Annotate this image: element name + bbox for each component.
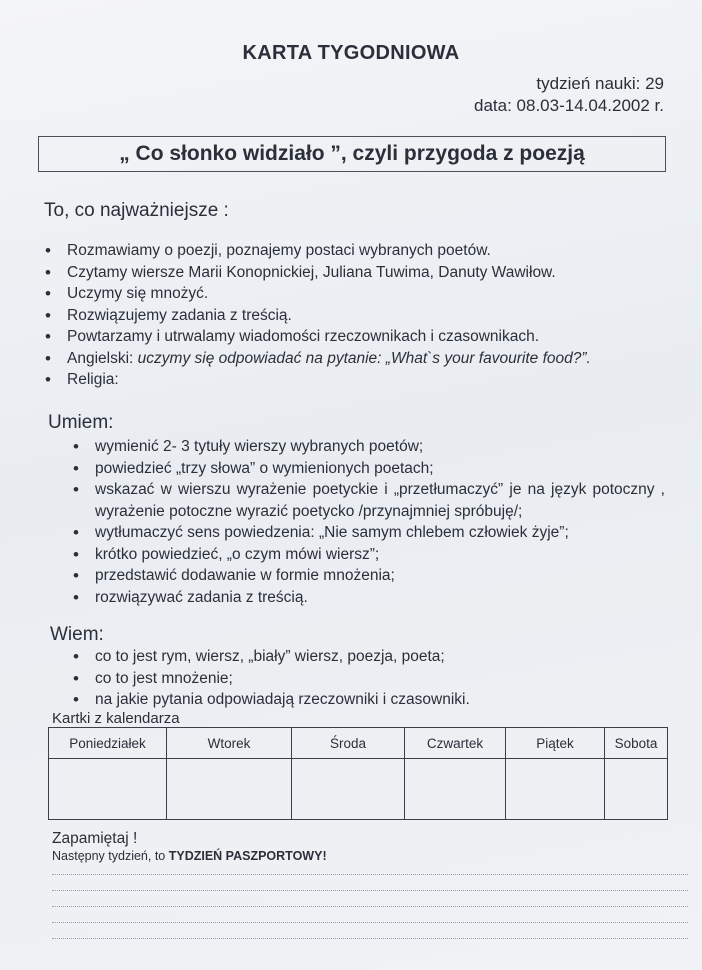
calendar-label: Kartki z kalendarza <box>52 710 180 727</box>
entry-thursday[interactable] <box>405 759 506 820</box>
entry-friday[interactable] <box>506 759 605 820</box>
writing-line[interactable] <box>52 922 688 923</box>
page-title: KARTA TYGODNIOWA <box>242 42 460 64</box>
day-monday: Poniedziałek <box>49 728 167 759</box>
day-saturday: Sobota <box>605 728 668 759</box>
list-item: • rozwiązywać zadania z treścią. <box>95 587 665 609</box>
wiem-list <box>95 646 665 711</box>
list-item: • Rozwiązujemy zadania z treścią. <box>67 305 677 327</box>
next-week-note <box>52 849 327 863</box>
list-item: • krótko powiedzieć, „o czym mówi wiersz”; <box>95 544 665 566</box>
entry-saturday[interactable] <box>605 759 668 820</box>
week-number: tydzień nauki: 29 <box>536 74 664 93</box>
main-list <box>67 240 677 391</box>
date-range: data: 08.03-14.04.2002 r. <box>474 96 664 115</box>
list-item: • wskazać w wierszu wyrażenie poetyckie i „przetłumaczyć” je na język potoczny , wyrażenie potoczne wyrazić poetycko /przynajmniej spróbuję/; <box>95 479 665 522</box>
entry-tuesday[interactable] <box>167 759 292 820</box>
writing-line[interactable] <box>52 890 688 891</box>
section-heading-main: To, co najważniejsze : <box>44 200 229 221</box>
writing-line[interactable] <box>52 938 688 939</box>
list-item: • na jakie pytania odpowiadają rzeczowniki i czasowniki. <box>95 689 665 711</box>
section-heading-umiem: Umiem: <box>48 412 114 433</box>
english-question: uczymy się odpowiadać na pytanie: „What`s your favourite food?”. <box>137 349 591 367</box>
list-item: • Powtarzamy i utrwalamy wiadomości rzeczownikach i czasownikach. <box>67 326 677 348</box>
day-thursday: Czwartek <box>405 728 506 759</box>
list-item: • wymienić 2- 3 tytuły wierszy wybranych poetów; <box>95 436 665 458</box>
umiem-list <box>95 436 665 608</box>
english-label: Angielski: <box>67 349 138 367</box>
list-item: • Czytamy wiersze Marii Konopnickiej, Juliana Tuwima, Danuty Wawiłow. <box>67 262 677 284</box>
list-item: • Religia: <box>67 369 677 391</box>
list-item: • Rozmawiamy o poezji, poznajemy postaci wybranych poetów. <box>67 240 677 262</box>
next-week-prefix: Następny tydzień, to <box>52 849 169 863</box>
day-wednesday: Środa <box>292 728 405 759</box>
day-friday: Piątek <box>506 728 605 759</box>
list-item: • co to jest mnożenie; <box>95 668 665 690</box>
writing-line[interactable] <box>52 874 688 875</box>
remember-heading: Zapamiętaj ! <box>52 830 138 847</box>
topic-box <box>38 136 666 172</box>
calendar-entry-row <box>49 759 668 820</box>
list-item: • przedstawić dodawanie w formie mnożenia; <box>95 565 665 587</box>
list-item: • wytłumaczyć sens powiedzenia: „Nie samym chlebem człowiek żyje”; <box>95 522 665 544</box>
list-item-english <box>67 348 677 370</box>
day-tuesday: Wtorek <box>167 728 292 759</box>
list-item: • powiedzieć „trzy słowa” o wymienionych poetach; <box>95 458 665 480</box>
calendar-table <box>48 727 668 820</box>
writing-line[interactable] <box>52 906 688 907</box>
next-week-title: TYDZIEŃ PASZPORTOWY! <box>168 849 327 863</box>
list-item: • Uczymy się mnożyć. <box>67 283 677 305</box>
topic-title: „ Co słonko widziało ”, czyli przygoda z poezją <box>119 142 585 165</box>
entry-monday[interactable] <box>49 759 167 820</box>
section-heading-wiem: Wiem: <box>50 624 104 645</box>
entry-wednesday[interactable] <box>292 759 405 820</box>
calendar-header-row <box>49 728 668 759</box>
list-item: • co to jest rym, wiersz, „biały” wiersz, poezja, poeta; <box>95 646 665 668</box>
